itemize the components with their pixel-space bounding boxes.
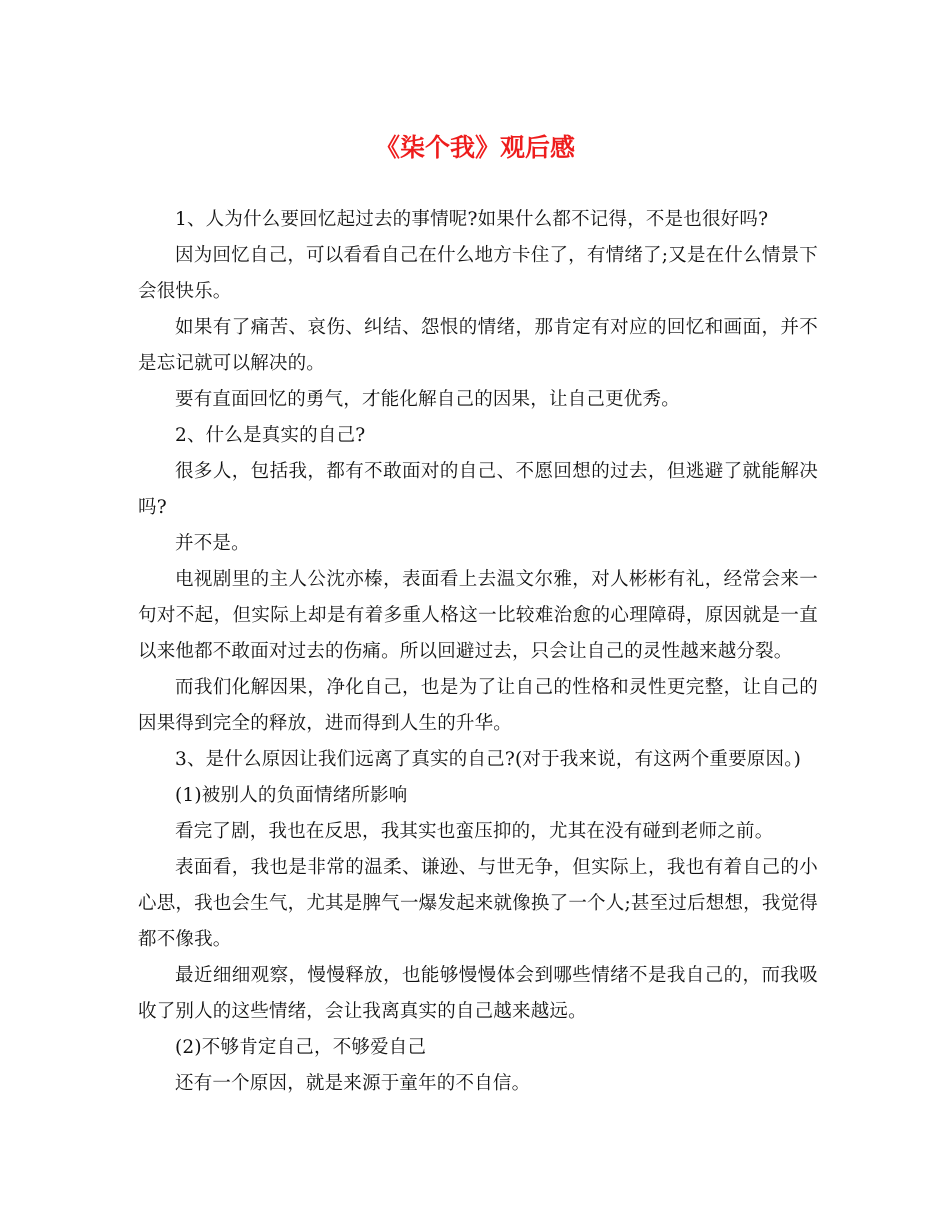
paragraph: 还有一个原因，就是来源于童年的不自信。 (175, 1073, 531, 1094)
paragraph: 很多人，包括我，都有不敢面对的自己、不愿回想的过去，但逃避了就能解决吗? (138, 461, 818, 518)
paragraph: 1、人为什么要回忆起过去的事情呢?如果什么都不记得，不是也很好吗? (175, 209, 769, 230)
document-title: 《柒个我》观后感 (374, 133, 575, 162)
paragraph: 因为回忆自己，可以看看自己在什么地方卡住了，有情绪了;又是在什么情景下会很快乐。 (138, 245, 818, 302)
paragraph: 而我们化解因果，净化自己，也是为了让自己的性格和灵性更完整，让自己的因果得到完全的释放，进而得到人生的升华。 (138, 677, 818, 734)
paragraph: 最近细细观察，慢慢释放，也能够慢慢体会到哪些情绪不是我自己的，而我吸收了别人的这些情绪，会让我离真实的自己越来越远。 (138, 965, 818, 1022)
paragraph: 并不是。 (175, 533, 250, 554)
paragraph: 如果有了痛苦、哀伤、纠结、怨恨的情绪，那肯定有对应的回忆和画面，并不是忘记就可以解决的。 (138, 317, 818, 374)
paragraph: 看完了剧，我也在反思，我其实也蛮压抑的，尤其在没有碰到老师之前。 (175, 821, 774, 842)
paragraph: 3、是什么原因让我们远离了真实的自己?(对于我来说，有这两个重要原因。) (175, 749, 802, 770)
paragraph: (1)被别人的负面情绪所影响 (175, 785, 408, 806)
paragraph: 电视剧里的主人公沈亦榛，表面看上去温文尔雅，对人彬彬有礼，经常会来一句对不起，但实际上却是有着多重人格这一比较难治愈的心理障碍，原因就是一直以来他都不敢面对过去的伤痛。所以回避过去，只会让自己的灵性越来越分裂。 (138, 569, 818, 662)
paragraph: 2、什么是真实的自己? (175, 425, 366, 446)
paragraph: 表面看，我也是非常的温柔、谦逊、与世无争，但实际上，我也有着自己的小心思，我也会生气，尤其是脾气一爆发起来就像换了一个人;甚至过后想想，我觉得都不像我。 (138, 857, 818, 950)
paragraph: (2)不够肯定自己，不够爱自己 (175, 1037, 427, 1058)
document-body (138, 202, 818, 1102)
paragraph: 要有直面回忆的勇气，才能化解自己的因果，让自己更优秀。 (175, 389, 680, 410)
